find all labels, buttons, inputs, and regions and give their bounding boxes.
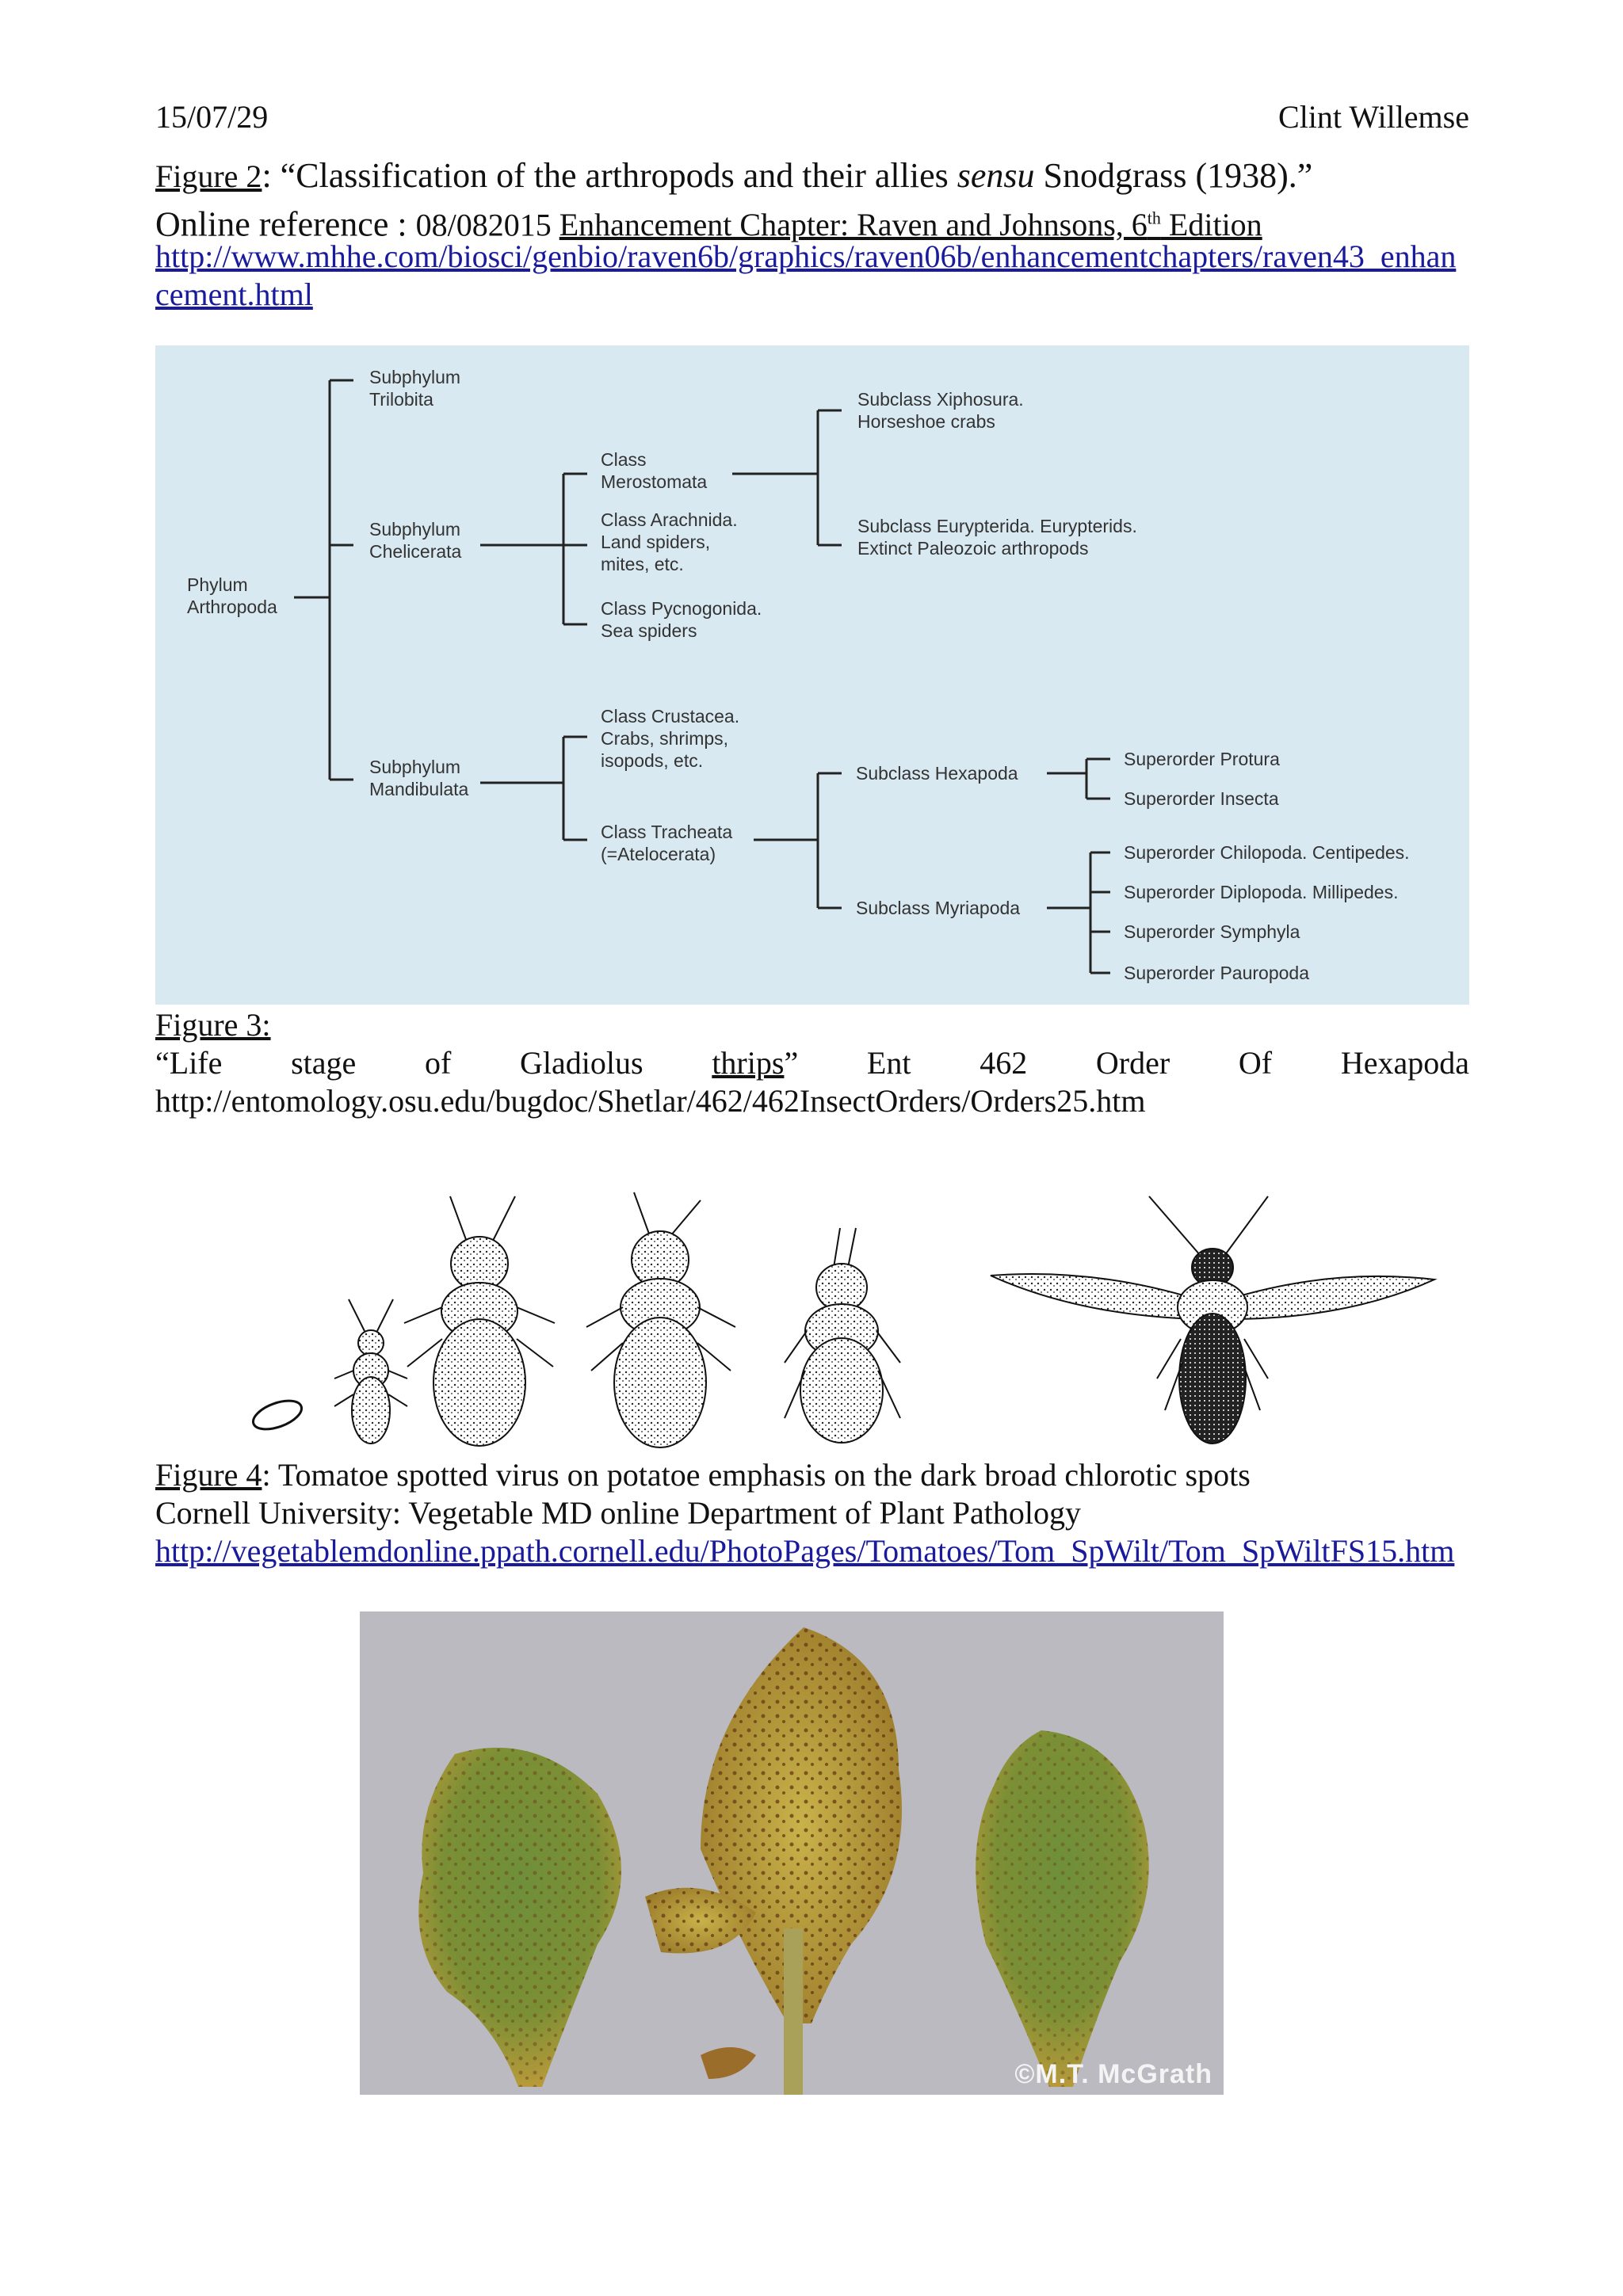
- reference-prefix: Online reference :: [155, 204, 416, 244]
- figure3-label-line: [155, 1006, 1469, 1044]
- subclass-eurypterida-1: Subclass Eurypterida. Eurypterids.: [857, 516, 1137, 536]
- subphylum-chelicerata-1: Subphylum: [369, 519, 461, 540]
- figure2-caption-italic: sensu: [957, 156, 1035, 195]
- class-tracheata-1: Class Tracheata: [601, 822, 733, 842]
- figure2-caption-end: Snodgrass (1938).”: [1034, 156, 1313, 195]
- figure3-word-7: 462: [980, 1045, 1028, 1081]
- figure3-word-thrips: thrips”: [712, 1045, 799, 1081]
- header-date: 15/07/29: [155, 99, 269, 135]
- reference-title-end: Edition: [1160, 207, 1262, 243]
- figure4-url-link[interactable]: http://vegetablemdonline.ppath.cornell.edu/PhotoPages/Tomatoes/Tom_SpWilt/Tom_SpWiltFS15.htm: [155, 1533, 1455, 1569]
- class-pycnogonida-1: Class Pycnogonida.: [601, 598, 762, 619]
- leaves-illustration: [360, 1611, 1224, 2095]
- egg-icon: [250, 1395, 305, 1435]
- superorder-protura: Superorder Protura: [1124, 749, 1280, 769]
- tree-lines: [294, 380, 1110, 973]
- figure2-caption: [155, 155, 1469, 197]
- class-crustacea-3: isopods, etc.: [601, 750, 704, 771]
- photo-watermark: ©M.T. McGrath: [1014, 2059, 1212, 2089]
- figure3-url-line: [155, 1082, 1469, 1120]
- superorder-symphyla: Superorder Symphyla: [1124, 921, 1300, 942]
- superorder-diplopoda: Superorder Diplopoda. Millipedes.: [1124, 882, 1399, 902]
- larva-second-instar-icon: [404, 1196, 555, 1446]
- class-merostomata-2: Merostomata: [601, 471, 708, 492]
- class-merostomata-1: Class: [601, 449, 647, 470]
- figure4-caption-text: : Tomatoe spotted virus on potatoe emphasis on the dark broad chlorotic spots: [262, 1457, 1251, 1493]
- reference-date: 08/082015: [415, 207, 559, 243]
- header-author: Clint Willemse: [1278, 99, 1469, 135]
- thrips-drawing: [238, 1180, 1442, 1450]
- thrips-word: thrips: [712, 1045, 785, 1081]
- class-crustacea-1: Class Crustacea.: [601, 706, 740, 727]
- figure3-word-9: Of: [1238, 1045, 1273, 1081]
- classification-tree: [155, 345, 1469, 1005]
- superorder-insecta: Superorder Insecta: [1124, 788, 1279, 809]
- figure3-url: http://entomology.osu.edu/bugdoc/Shetlar/462/462InsectOrders/Orders25.htm: [155, 1083, 1146, 1119]
- figure4-label: Figure 4: [155, 1457, 262, 1493]
- figure3-word-3: of: [425, 1045, 452, 1081]
- figure2-url-line: [155, 238, 1469, 314]
- reference-title-sup: th: [1147, 208, 1161, 228]
- pupa-icon: [785, 1228, 900, 1443]
- subphylum-trilobita-1: Subphylum: [369, 367, 461, 387]
- figure3-label: Figure 3:: [155, 1007, 271, 1043]
- class-pycnogonida-2: Sea spiders: [601, 620, 697, 641]
- figure4-caption: [155, 1456, 1469, 1494]
- subclass-xiphosura-2: Horseshoe crabs: [857, 411, 995, 432]
- subphylum-chelicerata-2: Chelicerata: [369, 541, 462, 562]
- adult-thrips-icon: [991, 1196, 1434, 1444]
- class-arachnida-2: Land spiders,: [601, 532, 711, 552]
- class-crustacea-2: Crabs, shrimps,: [601, 728, 729, 749]
- figure2-caption-text: : “Classification of the arthropods and their allies: [262, 156, 957, 195]
- figure3-word-8: Order: [1095, 1045, 1170, 1081]
- subclass-xiphosura-1: Subclass Xiphosura.: [857, 389, 1024, 410]
- superorder-chilopoda: Superorder Chilopoda. Centipedes.: [1124, 842, 1410, 863]
- subclass-myriapoda: Subclass Myriapoda: [856, 898, 1021, 918]
- subclass-hexapoda: Subclass Hexapoda: [856, 763, 1018, 784]
- phylum-line2: Arthropoda: [187, 597, 277, 617]
- larva-first-instar-icon: [334, 1299, 407, 1444]
- prepupa-icon: [586, 1192, 735, 1447]
- figure3-word-4: Gladiolus: [520, 1045, 643, 1081]
- figure4-url-line: [155, 1532, 1469, 1570]
- subphylum-mandibulata-2: Mandibulata: [369, 779, 469, 799]
- figure4-source-text: Cornell University: Vegetable MD online Department of Plant Pathology: [155, 1495, 1081, 1531]
- figure3-word-2: stage: [291, 1045, 357, 1081]
- subphylum-trilobita-2: Trilobita: [369, 389, 433, 410]
- figure3-word-1: “Life: [155, 1045, 223, 1081]
- superorder-pauropoda: Superorder Pauropoda: [1124, 963, 1309, 983]
- thrips-life-stages-illustration: [238, 1180, 1442, 1450]
- figure3-word-10: Hexapoda: [1340, 1045, 1469, 1081]
- class-tracheata-2: (=Atelocerata): [601, 844, 716, 864]
- figure2-url-link[interactable]: http://www.mhhe.com/biosci/genbio/raven6b/graphics/raven06b/enhancementchapters/raven43_enhancement.html: [155, 238, 1457, 312]
- figure3-caption-line: [155, 1044, 1469, 1082]
- subclass-eurypterida-2: Extinct Paleozoic arthropods: [857, 538, 1089, 559]
- figure4-source: [155, 1494, 1469, 1532]
- subphylum-mandibulata-1: Subphylum: [369, 757, 461, 777]
- reference-title-text: Enhancement Chapter: Raven and Johnsons, 6: [559, 207, 1148, 243]
- tomato-leaves-photo: [360, 1611, 1224, 2095]
- figure2-label: Figure 2: [155, 158, 262, 194]
- figure3-word-6: Ent: [866, 1045, 911, 1081]
- class-arachnida-3: mites, etc.: [601, 554, 684, 574]
- class-arachnida-1: Class Arachnida.: [601, 509, 738, 530]
- arthropod-classification-diagram: [155, 345, 1469, 1005]
- phylum-line1: Phylum: [187, 574, 248, 595]
